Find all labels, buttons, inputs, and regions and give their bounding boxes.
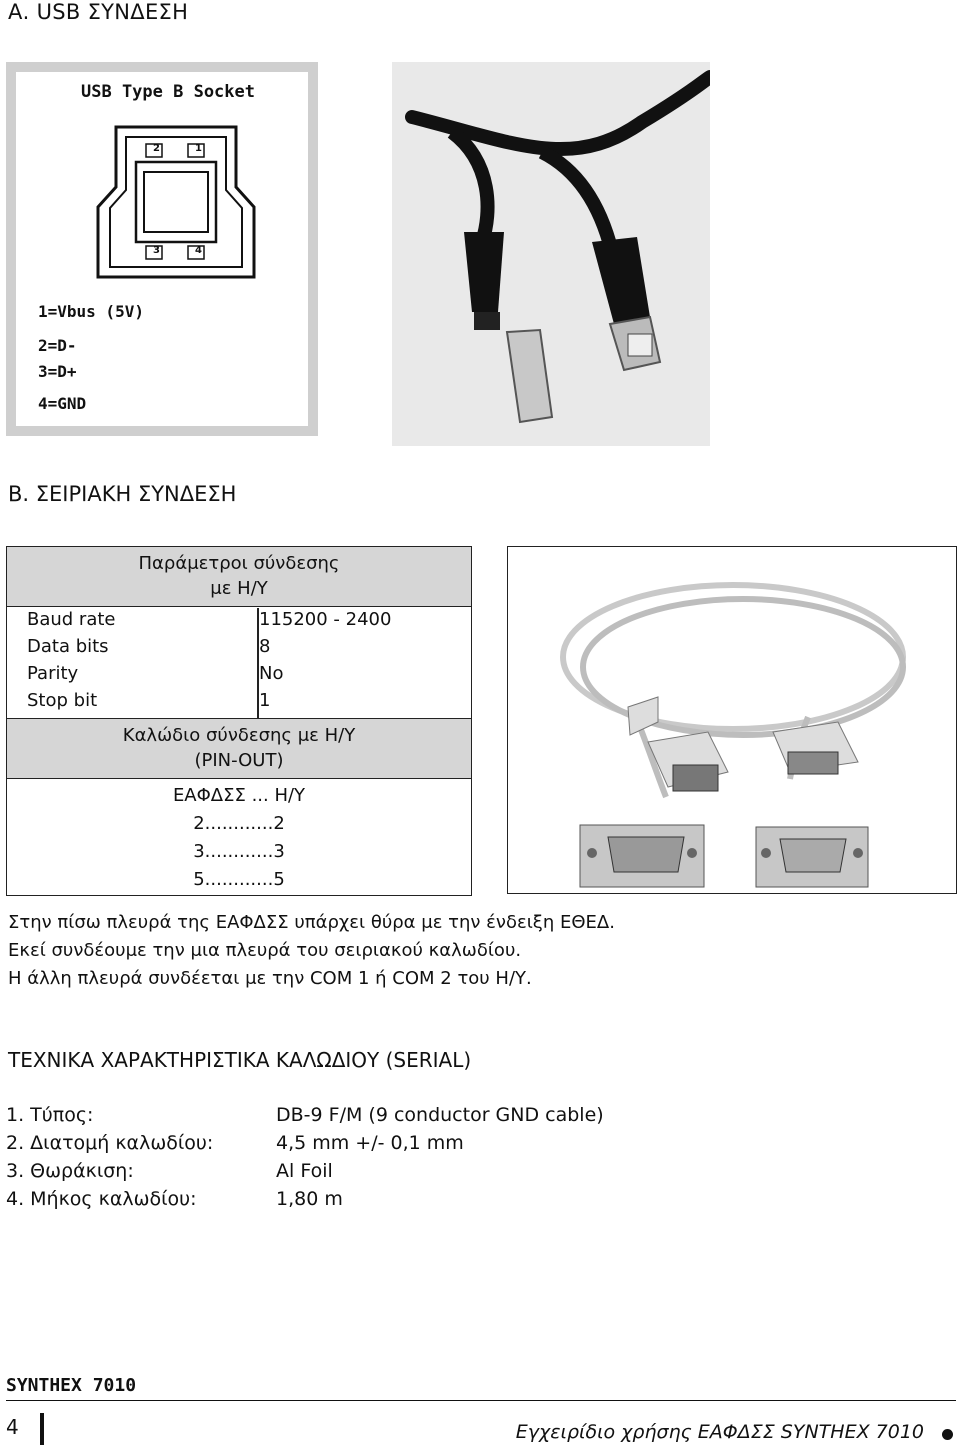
section-b-title: Β. ΣΕΙΡΙΑΚΗ ΣΥΝΔΕΣΗ — [8, 482, 237, 506]
description-line: Στην πίσω πλευρά της ΕΑΦΔΣΣ υπάρχει θύρα με την ένδειξη ΕΘΕΔ. — [8, 912, 615, 933]
footer-bullet-icon — [942, 1429, 953, 1440]
footer-manual-title: Εγχειρίδιο χρήσης ΕΑΦΔΣΣ SYNTHEX 7010 — [515, 1421, 924, 1443]
usb-pin-label-3: 3 — [153, 245, 160, 256]
serial-cable-photo — [507, 546, 957, 894]
page-number: 4 — [6, 1415, 19, 1439]
usb-pin-desc: 3=D+ — [38, 362, 77, 381]
usb-pin-desc: 4=GND — [38, 394, 87, 413]
usb-pin-label-1: 1 — [195, 143, 202, 154]
usb-pin-desc: 2=D- — [38, 336, 77, 355]
tech-spec-value: 4,5 mm +/- 0,1 mm — [276, 1132, 464, 1154]
pinout-row: 5............5 — [193, 869, 285, 890]
pinout-title: ΕΑΦΔΣΣ ... Η/Υ — [172, 785, 306, 806]
param-label: Parity — [27, 663, 79, 684]
usb-socket-drawing — [76, 112, 276, 292]
tech-spec-value: DB-9 F/M (9 conductor GND cable) — [276, 1104, 604, 1126]
tech-spec-value: 1,80 m — [276, 1188, 343, 1210]
param-value: 1 — [259, 690, 271, 711]
param-label: Data bits — [27, 636, 109, 657]
footer-product-name: SYNTHEX 7010 — [6, 1375, 137, 1396]
connection-parameters-table — [6, 546, 472, 896]
usb-diagram-title: USB Type B Socket — [81, 82, 255, 102]
usb-cable-photo — [392, 62, 710, 446]
usb-pinout-diagram — [6, 62, 318, 436]
usb-pin-desc: 1=Vbus (5V) — [38, 302, 144, 321]
tech-spec-label: 3. Θωράκιση: — [6, 1160, 134, 1182]
usb-pin-label-2: 2 — [153, 143, 160, 154]
pinout-row: 3............3 — [193, 841, 285, 862]
tech-specs-title: ΤΕΧΝΙΚΑ ΧΑΡΑΚΤΗΡΙΣΤΙΚΑ ΚΑΛΩΔΙΟΥ (SERIAL) — [8, 1048, 472, 1072]
param-value: 115200 - 2400 — [259, 609, 392, 630]
footer-rule — [6, 1400, 956, 1401]
usb-pin-label-4: 4 — [195, 245, 202, 256]
section-a-title: Α. USB ΣΥΝΔΕΣΗ — [8, 0, 189, 24]
tech-spec-label: 1. Τύπος: — [6, 1104, 94, 1126]
param-label: Stop bit — [27, 690, 98, 711]
param-value: 8 — [259, 636, 271, 657]
param-value: No — [259, 663, 284, 684]
footer-divider — [40, 1413, 44, 1445]
tech-spec-label: 4. Μήκος καλωδίου: — [6, 1188, 197, 1210]
description-line: Η άλλη πλευρά συνδέεται με την COM 1 ή COM 2 του Η/Υ. — [8, 968, 532, 989]
parameters-header: Παράμετροι σύνδεσης με Η/Υ — [7, 547, 471, 607]
tech-spec-label: 2. Διατομή καλωδίου: — [6, 1132, 214, 1154]
pinout-row: 2............2 — [193, 813, 285, 834]
cable-pinout-header: Καλώδιο σύνδεσης με Η/Υ (PIN-OUT) — [7, 718, 471, 779]
tech-spec-value: Al Foil — [276, 1160, 333, 1182]
param-label: Baud rate — [27, 609, 116, 630]
description-line: Εκεί συνδέουμε την μια πλευρά του σειριακού καλωδίου. — [8, 940, 522, 961]
